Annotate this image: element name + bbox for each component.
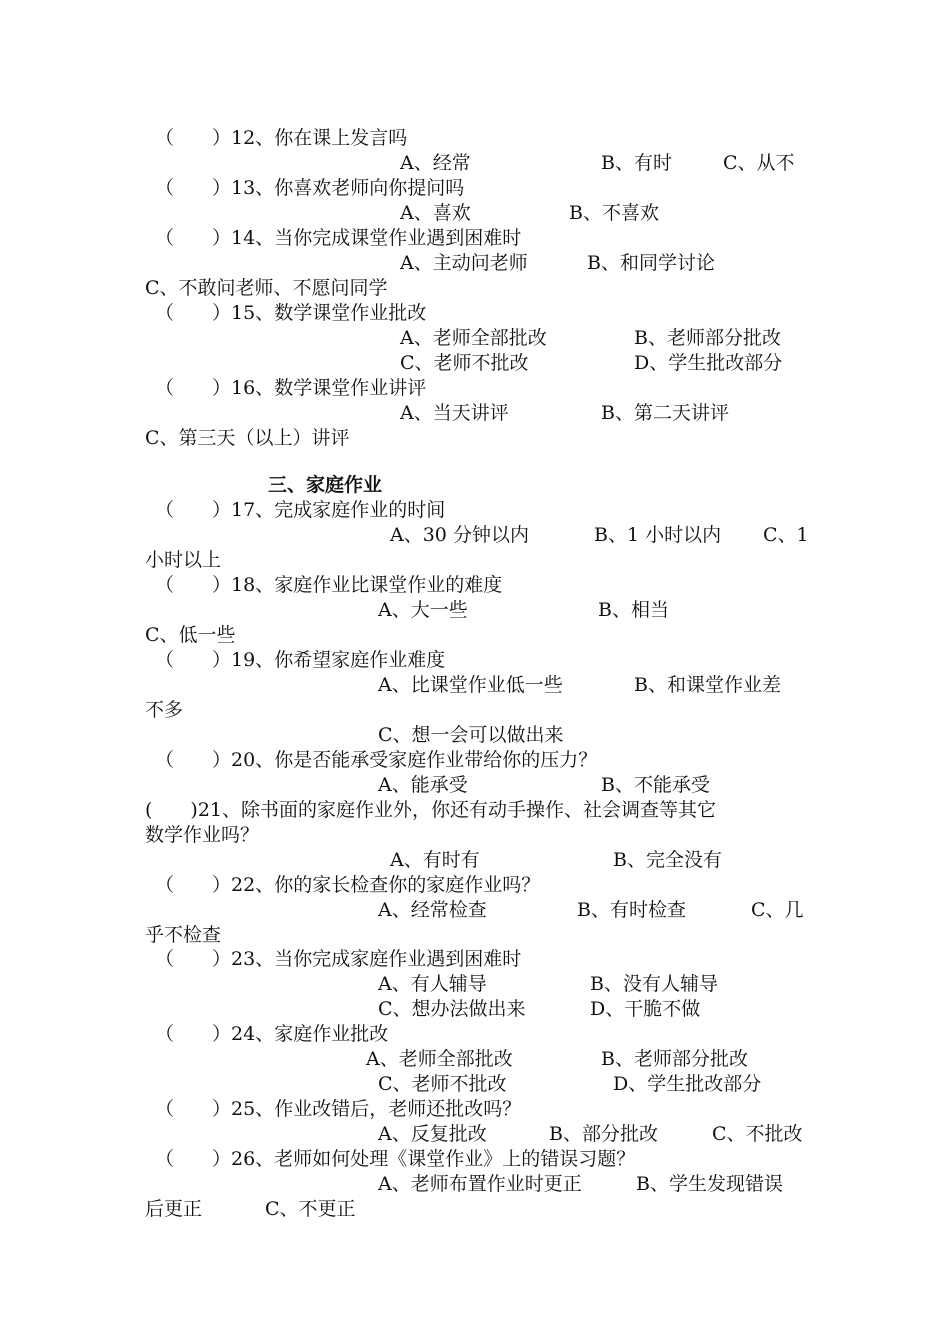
q12-question [155, 126, 407, 150]
q20-option-b [601, 773, 710, 797]
q22-option-c-cont [145, 923, 221, 947]
line-text: B、完全没有 [613, 849, 722, 871]
q17-option-c [763, 523, 809, 547]
line-text: C、老师不批改 [378, 1073, 507, 1095]
q21-option-a [390, 848, 480, 872]
line-text: A、经常检查 [378, 899, 487, 921]
q15-question [155, 301, 426, 325]
q16-option-c [145, 426, 350, 450]
line-text: 三、家庭作业 [268, 474, 383, 496]
line-text: A、老师布置作业时更正 [378, 1173, 582, 1195]
answer-blank: （ ）20、 [155, 749, 275, 771]
q18-option-b [598, 598, 669, 622]
question-text: 你喜欢老师向你提问吗 [274, 177, 465, 199]
q17-question [155, 498, 445, 522]
answer-blank: （ ）23、 [155, 948, 275, 970]
line-text: A、大一些 [378, 599, 468, 621]
question-text: 你希望家庭作业难度 [274, 649, 446, 671]
line-text: B、部分批改 [549, 1123, 658, 1145]
question-text: 你是否能承受家庭作业带给你的压力？ [274, 749, 598, 771]
q23-option-d [590, 997, 700, 1021]
q21-question-cont [145, 823, 259, 847]
q12-option-a [400, 151, 471, 175]
q22-option-b [577, 898, 686, 922]
line-text: B、不能承受 [601, 774, 710, 796]
line-text: 后更正 [145, 1198, 203, 1220]
q14-option-b [587, 251, 715, 275]
q23-option-c [378, 997, 526, 1021]
line-text: C、不批改 [712, 1123, 803, 1145]
question-text: 数学课堂作业批改 [274, 302, 427, 324]
question-text: 完成家庭作业的时间 [274, 499, 446, 521]
q23-option-a [378, 972, 487, 996]
q12-option-b [601, 151, 672, 175]
q15-option-a [400, 326, 547, 350]
answer-blank: （ ）18、 [155, 574, 275, 596]
q19-option-c [378, 723, 564, 747]
line-text: A、老师全部批改 [366, 1048, 513, 1070]
q19-question [155, 648, 445, 672]
question-text: 除书面的家庭作业外，你还有动手操作、社会调查等其它 [241, 799, 717, 821]
line-text: C、不更正 [265, 1198, 356, 1220]
line-text: A、能承受 [378, 774, 468, 796]
line-text: B、1 小时以内 [594, 524, 722, 546]
line-text: C、几 [751, 899, 804, 921]
line-text: A、反复批改 [378, 1123, 487, 1145]
line-text: A、老师全部批改 [400, 327, 547, 349]
line-text: A、有时有 [390, 849, 480, 871]
line-text: A、有人辅导 [378, 973, 487, 995]
line-text: B、老师部分批改 [634, 327, 781, 349]
line-text: D、学生批改部分 [634, 352, 783, 374]
q19-option-b-cont [145, 698, 183, 722]
q25-option-b [549, 1122, 658, 1146]
line-text: C、从不 [723, 152, 795, 174]
q24-option-b [601, 1047, 748, 1071]
line-text: B、学生发现错误 [636, 1173, 783, 1195]
q19-option-b [634, 673, 781, 697]
line-text: B、老师部分批改 [601, 1048, 748, 1070]
q15-option-c [400, 351, 529, 375]
q15-option-b [634, 326, 781, 350]
answer-blank: （ ）19、 [155, 649, 275, 671]
line-text: 乎不检查 [145, 924, 222, 946]
q24-option-a [366, 1047, 513, 1071]
q20-question [155, 748, 597, 772]
q22-question [155, 873, 540, 897]
line-text: A、比课堂作业低一些 [378, 674, 563, 696]
line-text: C、想一会可以做出来 [378, 724, 564, 746]
q22-option-c [751, 898, 804, 922]
line-text: B、和课堂作业差 [634, 674, 781, 696]
q26-option-b-cont [145, 1197, 202, 1221]
q14-option-a [400, 251, 528, 275]
q25-question [155, 1097, 521, 1121]
q24-option-d [613, 1072, 761, 1096]
q24-option-c [378, 1072, 507, 1096]
line-text: A、主动问老师 [400, 252, 528, 274]
q21-question [145, 798, 716, 822]
line-text: B、第二天讲评 [601, 402, 729, 424]
answer-blank: （ ）24、 [155, 1023, 275, 1045]
answer-blank: （ ）12、 [155, 127, 275, 149]
line-text: 不多 [145, 699, 184, 721]
question-text: 你在课上发言吗 [274, 127, 408, 149]
answer-blank: （ ）25、 [155, 1098, 275, 1120]
q26-option-a [378, 1172, 582, 1196]
q17-option-b [594, 523, 721, 547]
q26-option-c [265, 1197, 356, 1221]
q23-option-b [590, 972, 718, 996]
line-text: C、想办法做出来 [378, 998, 526, 1020]
q26-question [155, 1147, 635, 1171]
q16-question [155, 376, 426, 400]
line-text: C、老师不批改 [400, 352, 529, 374]
answer-blank: （ ）16、 [155, 377, 275, 399]
q21-option-b [613, 848, 722, 872]
question-text: 当你完成家庭作业遇到困难时 [274, 948, 522, 970]
question-text: 老师如何处理《课堂作业》上的错误习题？ [274, 1148, 636, 1170]
q15-option-d [634, 351, 782, 375]
q14-option-c [145, 276, 388, 300]
q22-option-a [378, 898, 487, 922]
line-text: A、当天讲评 [400, 402, 509, 424]
question-text: 数学课堂作业讲评 [274, 377, 427, 399]
q17-option-a [390, 523, 529, 547]
line-text: 小时以上 [145, 549, 222, 571]
q16-option-a [400, 401, 509, 425]
question-text: 家庭作业批改 [274, 1023, 389, 1045]
q17-option-c-cont [145, 548, 221, 572]
q13-question [155, 176, 464, 200]
answer-blank: （ ）26、 [155, 1148, 275, 1170]
q25-option-a [378, 1122, 487, 1146]
answer-blank: （ ）15、 [155, 302, 275, 324]
line-text: 数学作业吗？ [145, 824, 260, 846]
line-text: C、1 [763, 524, 809, 546]
line-text: D、干脆不做 [590, 998, 701, 1020]
line-text: B、没有人辅导 [590, 973, 718, 995]
line-text: B、不喜欢 [569, 202, 659, 224]
line-text: B、有时检查 [577, 899, 686, 921]
q13-option-a [400, 201, 471, 225]
q26-option-b [636, 1172, 783, 1196]
q18-option-a [378, 598, 468, 622]
line-text: A、经常 [400, 152, 471, 174]
question-text: 作业改错后，老师还批改吗？ [274, 1098, 522, 1120]
line-text: A、喜欢 [400, 202, 471, 224]
line-text: C、低一些 [145, 624, 236, 646]
q18-question [155, 573, 502, 597]
q13-option-b [569, 201, 659, 225]
answer-blank: （ ）13、 [155, 177, 275, 199]
q12-option-c [723, 151, 795, 175]
line-text: B、相当 [598, 599, 669, 621]
line-text: B、有时 [601, 152, 672, 174]
q23-question [155, 947, 521, 971]
q14-question [155, 226, 521, 250]
answer-blank: （ ）22、 [155, 874, 275, 896]
line-text: C、第三天（以上）讲评 [145, 427, 350, 449]
q16-option-b [601, 401, 729, 425]
question-text: 当你完成课堂作业遇到困难时 [274, 227, 522, 249]
answer-blank: ( )21、 [145, 799, 242, 821]
q19-option-a [378, 673, 563, 697]
q20-option-a [378, 773, 468, 797]
line-text: A、30 分钟以内 [390, 524, 529, 546]
question-text: 你的家长检查你的家庭作业吗？ [274, 874, 541, 896]
line-text: B、和同学讨论 [587, 252, 715, 274]
answer-blank: （ ）17、 [155, 499, 275, 521]
answer-blank: （ ）14、 [155, 227, 275, 249]
section-heading [268, 473, 382, 497]
q24-question [155, 1022, 388, 1046]
q25-option-c [712, 1122, 803, 1146]
question-text: 家庭作业比课堂作业的难度 [274, 574, 503, 596]
line-text: C、不敢问老师、不愿问同学 [145, 277, 388, 299]
line-text: D、学生批改部分 [613, 1073, 762, 1095]
q18-option-c [145, 623, 236, 647]
